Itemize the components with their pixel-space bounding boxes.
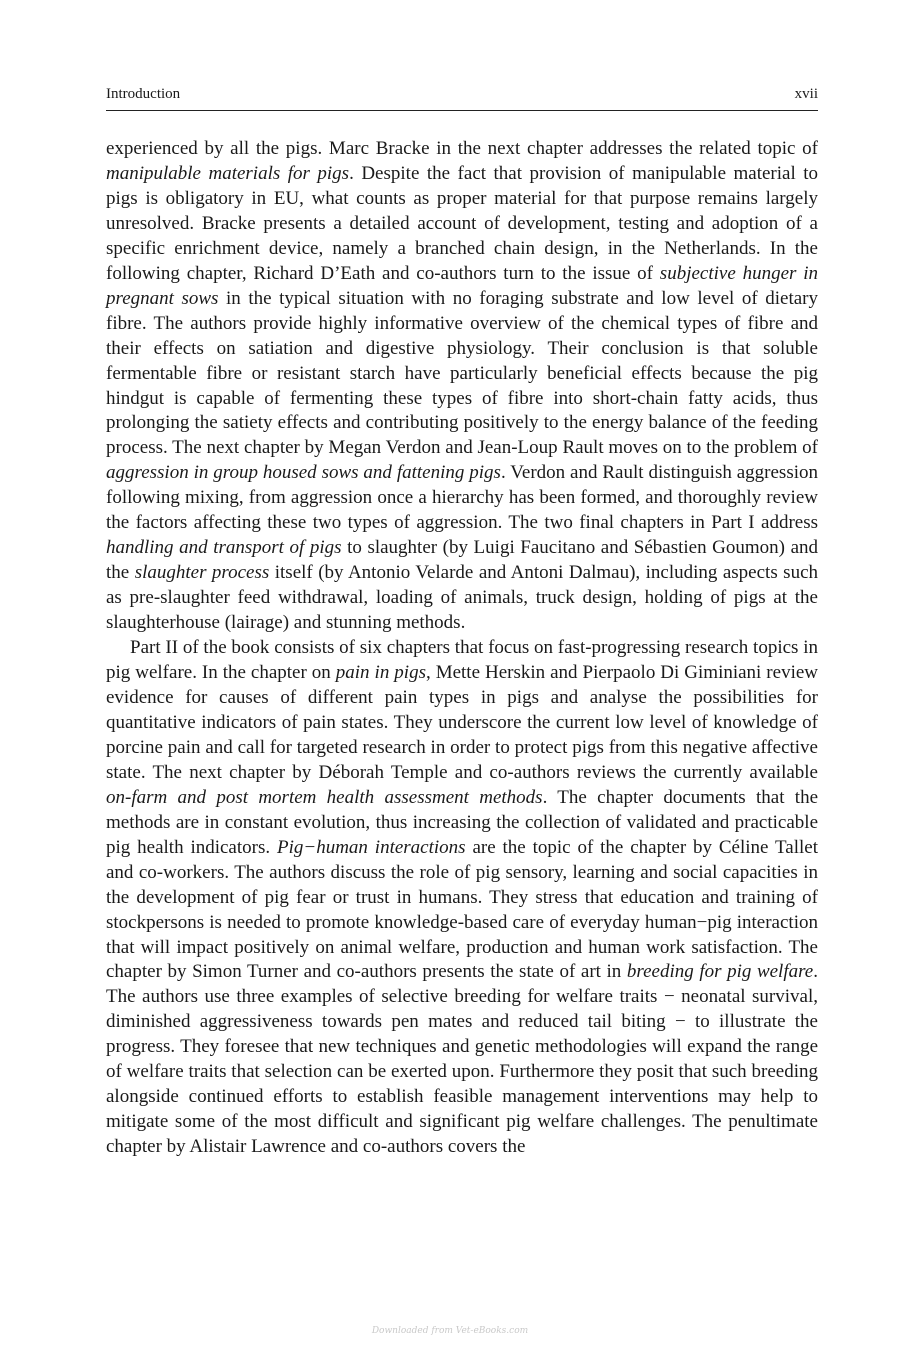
italic-text: slaughter process: [134, 562, 270, 584]
italic-text: subjective hunger in pregnant sows: [106, 262, 818, 309]
text-run: experienced by all the pigs. Marc Bracke in the next chapter addresses the related topic of: [106, 138, 818, 159]
paragraph: [106, 137, 818, 636]
text-run: . The chapter documents that the methods are in constant evolution, thus increasing the collection of validated and practicable pig health indicators.: [106, 786, 819, 858]
italic-text: breeding for pig welfare: [626, 961, 814, 983]
running-header: [106, 84, 818, 111]
text-run: . The authors use three examples of selective breeding for welfare traits − neonatal survival, diminished aggressiveness towards pen mates and reduced tail biting − to illustrate the progress. They foresee that new techniques and genetic methodologies will expand the range of welfare traits that selection can be exerted upon. Furthermore they posit that such breeding alongside continued efforts to establish feasible management interventions may help to mitigate some of the most difficult and significant pig welfare challenges. The penultimate chapter by Alistair Lawrence and co-authors covers the: [106, 961, 818, 1158]
italic-text: aggression in group housed sows and fattening pigs: [106, 462, 501, 484]
body-text: [106, 137, 818, 1160]
running-title: Introduction: [106, 86, 181, 102]
text-run: . Verdon and Rault distinguish aggression following mixing, from aggression once a hierarchy has been formed, and thoroughly review the factors affecting these two types of aggression. The two final chapters in Part I address: [106, 462, 819, 534]
text-run: in the typical situation with no foraging substrate and low level of dietary fibre. The authors provide highly informative overview of the chemical types of fibre and their effects on satiation and digestive physiology. Their conclusion is that soluble fermentable fibre or resistant starch have particularly beneficial effects because the pig hindgut is capable of fermenting these types of fibre into short-chain fatty acids, thus prolonging the satiety effects and contributing positively to the energy balance of the feeding process. The next chapter by Megan Verdon and Jean-Loup Rault moves on to the problem of: [106, 287, 818, 459]
italic-text: handling and transport of pigs: [106, 537, 342, 559]
italic-text: pain in pigs: [335, 662, 426, 684]
page-number: xvii: [794, 86, 818, 102]
book-page: [106, 84, 818, 1160]
text-run: itself (by Antonio Velarde and Antoni Dalmau), including aspects such as pre-slaughter feed withdrawal, loading of animals, truck design, holding of pigs at the slaughterhouse (lairage) and stunning methods.: [106, 562, 819, 634]
italic-text: on-farm and post mortem health assessment methods: [106, 786, 543, 808]
watermark: Downloaded from Vet-eBooks.com: [371, 1326, 529, 1336]
italic-text: manipulable materials for pigs: [106, 162, 350, 184]
text-run: are the topic of the chapter by Céline Tallet and co-workers. The authors discuss the role of pig sensory, learning and social capacities in the development of pig fear or trust in humans. They stress that education and training of stockpersons is needed to promote knowledge-based care of everyday human−pig interaction that will impact positively on animal welfare, production and human work satisfaction. The chapter by Simon Turner and co-authors presents the state of art in: [106, 836, 818, 983]
paragraph: [106, 636, 818, 1160]
text-run: to slaughter (by Luigi Faucitano and Sébastien Goumon) and the: [106, 537, 818, 584]
text-run: , Mette Herskin and Pierpaolo Di Giminiani review evidence for causes of different pain types in pigs and analyse the possibilities for quantitative indicators of pain states. They underscore the current low level of knowledge of porcine pain and call for targeted research in order to protect pigs from this negative affective state. The next chapter by Déborah Temple and co-authors reviews the currently available: [106, 662, 819, 783]
italic-text: Pig−human interactions: [277, 836, 466, 858]
text-run: . Despite the fact that provision of manipulable material to pigs is obligatory in EU, what counts as proper material for that purpose remains largely unresolved. Bracke presents a detailed account of development, testing and adoption of a specific enrichment device, namely a branched chain design, in the Netherlands. In the following chapter, Richard D’Eath and co-authors turn to the issue of: [106, 162, 818, 284]
text-run: Part II of the book consists of six chapters that focus on fast-progressing research topics in pig welfare. In the chapter on: [106, 637, 818, 684]
